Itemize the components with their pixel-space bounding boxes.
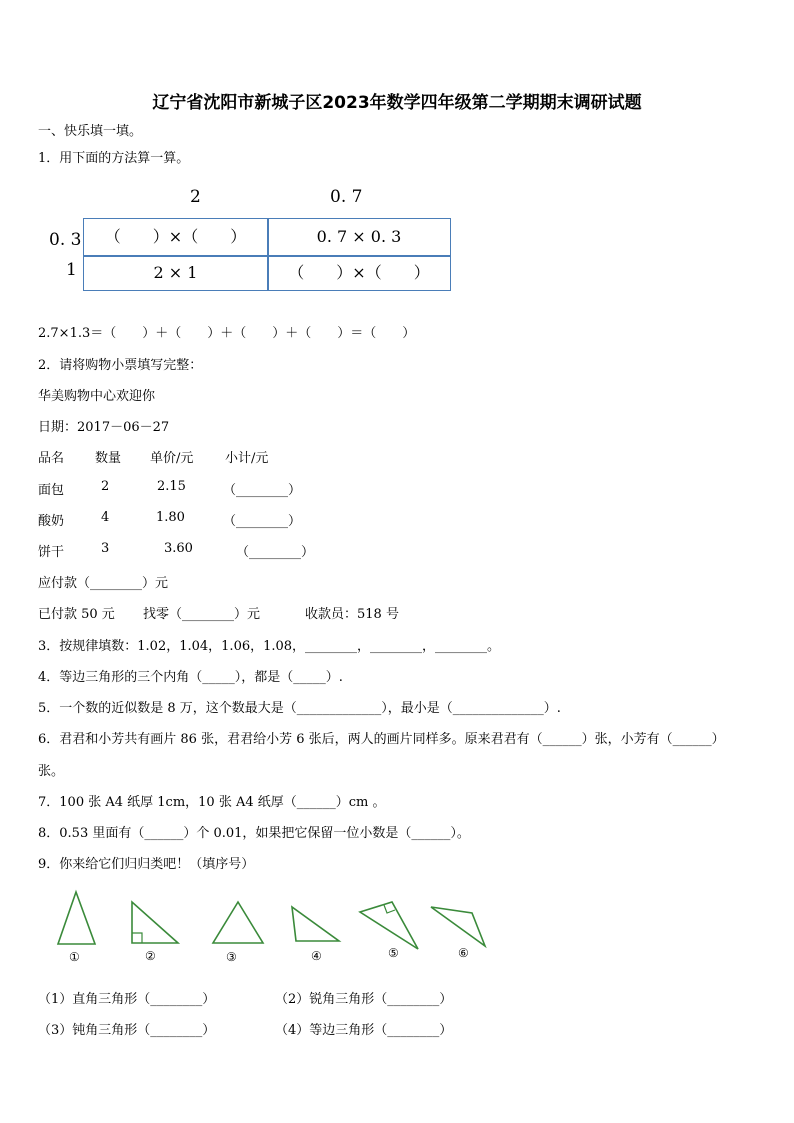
column-label-left: 2	[190, 187, 201, 207]
cell-top-right: 0. 7 × 0. 3	[316, 227, 402, 246]
column-label-right: 0. 7	[330, 187, 363, 207]
receipt-item-qty: 3	[101, 541, 110, 556]
question-2-prompt: 2．请将购物小票填写完整：	[38, 358, 203, 373]
triangle-label: ③	[226, 950, 237, 964]
receipt-item-subtotal[interactable]: （________）	[223, 483, 302, 498]
triangle-2	[132, 902, 178, 943]
triangle-label: ②	[145, 949, 156, 963]
page-title: 辽宁省沈阳市新城子区2023年数学四年级第二学期期末调研试题	[152, 93, 642, 113]
receipt-date: 日期：2017－06－27	[38, 420, 170, 435]
receipt-change[interactable]: 找零（________）元	[143, 607, 261, 622]
triangle-6	[431, 907, 485, 946]
answer-obtuse-triangle[interactable]: （3）钝角三角形（________）	[38, 1023, 216, 1038]
question-6-line-2: 张。	[38, 764, 65, 779]
question-8[interactable]: 8．0.53 里面有（______）个 0.01，如果把它保留一位小数是（______）。	[38, 826, 470, 841]
triangle-label: ①	[69, 950, 80, 964]
cell-bottom-right[interactable]: （ ）×（ ）	[288, 263, 430, 282]
triangle-label: ⑥	[458, 946, 469, 960]
receipt-payable[interactable]: 应付款（________）元	[38, 576, 169, 591]
receipt-item-name: 面包	[38, 483, 65, 498]
receipt-header-price: 单价/元	[150, 451, 194, 466]
question-1-equation[interactable]: 2.7×1.3＝（ ）＋（ ）＋（ ）＋（ ）＝（ ）	[38, 326, 416, 341]
receipt-header-qty: 数量	[95, 451, 122, 466]
triangle-label: ⑤	[388, 946, 399, 960]
receipt-header-name: 品名	[38, 451, 65, 466]
section-heading: 一、快乐填一填。	[38, 124, 143, 139]
question-7[interactable]: 7．100 张 A4 纸厚 1cm，10 张 A4 纸厚（______）cm 。	[38, 795, 386, 810]
question-5[interactable]: 5．一个数的近似数是 8 万，这个数最大是（_____________），最小是（______________）.	[38, 701, 561, 716]
cell-top-left[interactable]: （ ）×（ ）	[104, 227, 247, 246]
receipt-cashier: 收款员：518 号	[305, 607, 399, 622]
triangle-3	[213, 902, 263, 943]
triangle-5	[360, 902, 418, 949]
triangle-4	[292, 907, 339, 941]
receipt-item-price: 2.15	[157, 479, 186, 494]
right-angle-mark	[132, 933, 142, 943]
receipt-paid: 已付款 50 元	[38, 607, 115, 622]
receipt-item-qty: 2	[101, 479, 110, 494]
receipt-item-qty: 4	[101, 510, 110, 525]
receipt-header-subtotal: 小计/元	[225, 451, 269, 466]
receipt-item-subtotal[interactable]: （________）	[236, 545, 315, 560]
row-label-bottom: 1	[66, 260, 77, 280]
triangle-label: ④	[311, 949, 322, 963]
receipt-item-name: 饼干	[38, 545, 65, 560]
receipt-shop-name: 华美购物中心欢迎你	[38, 389, 156, 404]
right-angle-mark	[384, 905, 395, 913]
row-label-top: 0. 3	[49, 230, 82, 250]
receipt-item-price: 3.60	[164, 541, 193, 556]
receipt-item-subtotal[interactable]: （________）	[223, 514, 302, 529]
cell-bottom-left: 2 × 1	[153, 263, 198, 282]
answer-acute-triangle[interactable]: （2）锐角三角形（________）	[275, 992, 453, 1007]
answer-equilateral-triangle[interactable]: （4）等边三角形（________）	[275, 1023, 453, 1038]
question-4[interactable]: 4．等边三角形的三个内角（_____），都是（_____）.	[38, 670, 343, 685]
triangle-1	[58, 892, 95, 944]
question-9-prompt: 9．你来给它们归归类吧！（填序号）	[38, 857, 255, 872]
receipt-item-name: 酸奶	[38, 514, 65, 529]
question-1-prompt: 1．用下面的方法算一算。	[38, 151, 190, 166]
question-6-line-1[interactable]: 6．君君和小芳共有画片 86 张，君君给小芳 6 张后，两人的画片同样多。原来君君有（______）张，小芳有（______）	[38, 732, 725, 747]
question-3[interactable]: 3．按规律填数：1.02，1.04，1.06，1.08，________，________，________。	[38, 639, 501, 654]
answer-right-triangle[interactable]: （1）直角三角形（________）	[38, 992, 216, 1007]
receipt-item-price: 1.80	[156, 510, 185, 525]
